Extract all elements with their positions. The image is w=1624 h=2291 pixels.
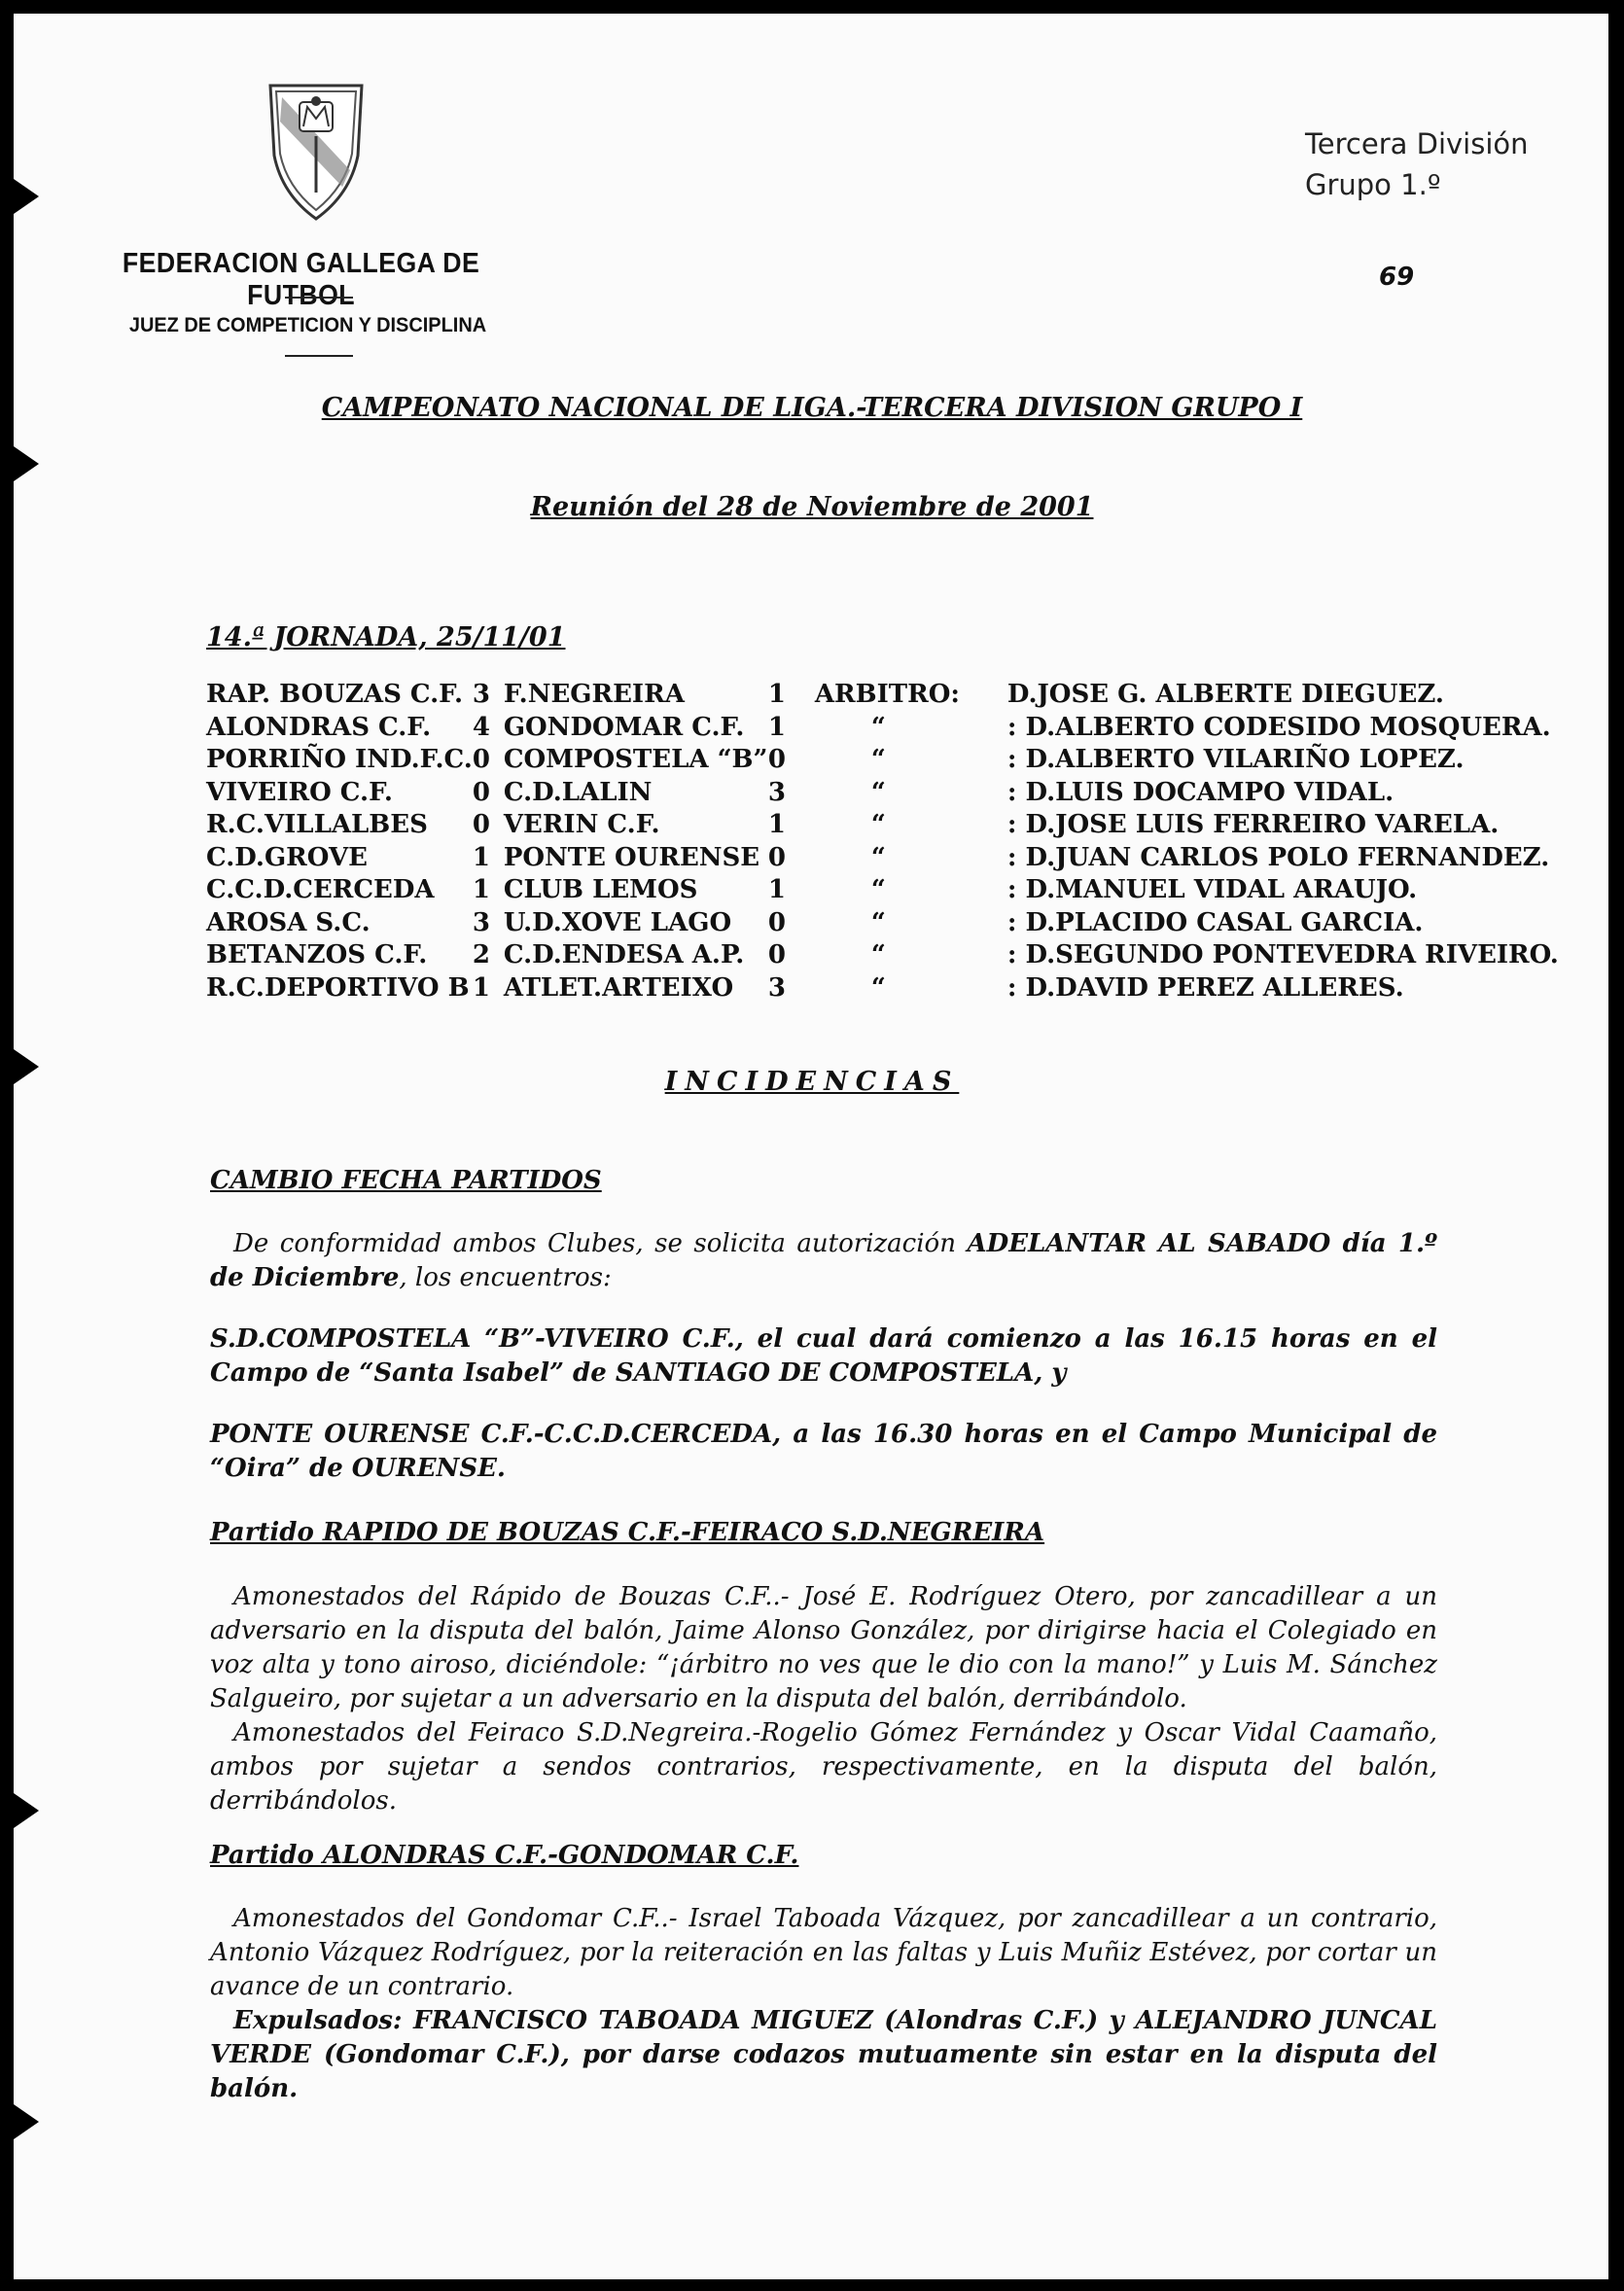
referee-name: : D.PLACIDO CASAL GARCIA.: [1006, 907, 1424, 937]
table-row: [206, 712, 1559, 745]
page-tear: [14, 2104, 39, 2139]
away-score: 1: [767, 875, 786, 905]
home-team: R.C.VILLALBES: [206, 810, 428, 840]
incidencias-heading: INCIDENCIAS: [664, 1067, 960, 1097]
partido-2-text: [210, 1902, 1437, 2106]
intro-text: De conformidad ambos Clubes, se solicita autorización: [233, 1229, 968, 1258]
paragraph: Amonestados del Rápido de Bouzas C.F..- José E. Rodríguez Otero, por zancadillear a un adversario en la disputa del balón, Jaime Alonso González, por dirigirse hacia el Colegiado en voz alta y tono airoso, diciéndole: “¡árbitro no ves que le dio con la mano!” y Luis M. Sánchez Salgueiro, por sujetar a un adversario en la disputa del balón, derribándolo.: [210, 1582, 1437, 1713]
jornada-heading: 14.ª JORNADA, 25/11/01: [206, 622, 566, 652]
table-row: [206, 809, 1559, 842]
referee-label: “: [870, 810, 886, 840]
referee-name: : D.JUAN CARLOS POLO FERNANDEZ.: [1006, 842, 1550, 872]
referee-label: “: [870, 777, 886, 807]
section-heading-partido-2: Partido ALONDRAS C.F.-GONDOMAR C.F.: [210, 1841, 799, 1870]
referee-label: “: [870, 712, 886, 742]
paragraph-expulsados: Expulsados: FRANCISCO TABOADA MIGUEZ (Alondras C.F.) y ALEJANDRO JUNCAL VERDE (Gondomar C.F.), por darse codazos mutuamente sin estar en la disputa del balón.: [210, 2006, 1437, 2103]
home-team: BETANZOS C.F.: [206, 940, 428, 970]
table-row: [206, 842, 1559, 875]
home-score: 1: [472, 842, 490, 872]
page-tear: [14, 446, 39, 481]
referee-label: “: [870, 972, 886, 1003]
table-row: [206, 939, 1559, 972]
away-score: 3: [767, 777, 786, 807]
home-team: VIVEIRO C.F.: [206, 777, 393, 807]
divider: [285, 355, 353, 357]
away-team: PONTE OURENSE: [503, 842, 760, 872]
away-team: C.D.LALIN: [503, 777, 653, 807]
home-score: 1: [472, 972, 490, 1003]
away-score: 1: [767, 810, 786, 840]
cambio-match-1: S.D.COMPOSTELA “B”-VIVEIRO C.F., el cual dará comienzo a las 16.15 horas en el Campo de “Santa Isabel” de SANTIAGO DE COMPOSTELA, y: [210, 1324, 1437, 1388]
judge-title: JUEZ DE COMPETICION Y DISCIPLINA: [128, 314, 487, 336]
referee-name: : D.SEGUNDO PONTEVEDRA RIVEIRO.: [1006, 940, 1559, 970]
home-score: 4: [472, 712, 490, 742]
away-team: VERIN C.F.: [503, 810, 660, 840]
table-row: [206, 777, 1559, 810]
referee-name: : D.LUIS DOCAMPO VIDAL.: [1006, 777, 1395, 807]
intro-emphasis: ADELANTAR AL SABADO día 1.º de Diciembre: [210, 1229, 1437, 1292]
referee-name: : D.DAVID PEREZ ALLERES.: [1006, 972, 1404, 1003]
partido-1-text: [210, 1580, 1437, 1818]
home-team: PORRIÑO IND.F.C.: [206, 745, 473, 775]
intro-text: , los encuentros:: [399, 1263, 612, 1292]
section-heading-cambio: CAMBIO FECHA PARTIDOS: [210, 1166, 602, 1195]
referee-name: : D.JOSE LUIS FERREIRO VARELA.: [1006, 810, 1500, 840]
paragraph: Amonestados del Gondomar C.F..- Israel Taboada Vázquez, por zancadillear a un contrario, Antonio Vázquez Rodríguez, por la reiteración en las faltas y Luis Muñiz Estévez, por cortar un avance de un contrario.: [210, 1904, 1437, 2001]
home-team: C.D.GROVE: [206, 842, 368, 872]
federation-name: FEDERACION GALLEGA DE FUTBOL: [122, 248, 480, 311]
championship-title: CAMPEONATO NACIONAL DE LIGA.-TERCERA DIVISION GRUPO I: [321, 393, 1303, 423]
group-line: Grupo 1.º: [1305, 168, 1441, 201]
referee-name: : D.ALBERTO VILARIÑO LOPEZ.: [1006, 745, 1465, 775]
section-heading-partido-1: Partido RAPIDO DE BOUZAS C.F.-FEIRACO S.D.NEGREIRA: [210, 1518, 1045, 1547]
page-tear: [14, 1793, 39, 1828]
referee-name: D.JOSE G. ALBERTE DIEGUEZ.: [1006, 680, 1444, 710]
away-score: 0: [767, 907, 786, 937]
home-score: 0: [472, 745, 490, 775]
referee-label: “: [870, 907, 886, 937]
referee-label: “: [870, 842, 886, 872]
table-row: [206, 907, 1559, 940]
cambio-match-2: PONTE OURENSE C.F.-C.C.D.CERCEDA, a las 16.30 horas en el Campo Municipal de “Oira” de OURENSE.: [210, 1420, 1437, 1483]
paragraph: Amonestados del Feiraco S.D.Negreira.-Rogelio Gómez Fernández y Oscar Vidal Caamaño, ambos por sujetar a sendos contrarios, respectivamente, en la disputa del balón, derribándolos.: [210, 1718, 1437, 1815]
away-score: 1: [767, 712, 786, 742]
referee-name: : D.MANUEL VIDAL ARAUJO.: [1006, 875, 1418, 905]
results-table: [206, 679, 1559, 1005]
referee-label: “: [870, 745, 886, 775]
away-team: CLUB LEMOS: [503, 875, 698, 905]
referee-label: “: [870, 875, 886, 905]
home-team: AROSA S.C.: [206, 907, 371, 937]
away-score: 1: [767, 680, 786, 710]
federation-crest-icon: [263, 78, 370, 224]
away-score: 0: [767, 842, 786, 872]
home-score: 0: [472, 777, 490, 807]
home-score: 2: [472, 940, 490, 970]
referee-label: “: [870, 940, 886, 970]
away-score: 0: [767, 940, 786, 970]
divider: [285, 297, 353, 299]
home-score: 1: [472, 875, 490, 905]
away-team: U.D.XOVE LAGO: [503, 907, 732, 937]
away-team: ATLET.ARTEIXO: [503, 972, 734, 1003]
referee-name: : D.ALBERTO CODESIDO MOSQUERA.: [1006, 712, 1551, 742]
table-row: [206, 744, 1559, 777]
division-label: [1305, 123, 1529, 205]
away-team: C.D.ENDESA A.P.: [503, 940, 745, 970]
away-score: 0: [767, 745, 786, 775]
home-score: 0: [472, 810, 490, 840]
home-team: RAP. BOUZAS C.F.: [206, 680, 464, 710]
table-row: [206, 972, 1559, 1005]
page-number: 69: [1379, 263, 1415, 292]
home-team: C.C.D.CERCEDA: [206, 875, 435, 905]
table-row: [206, 874, 1559, 907]
away-team: COMPOSTELA “B”: [503, 745, 768, 775]
page-tear: [14, 179, 39, 214]
cambio-intro: [210, 1227, 1437, 1295]
division-line: Tercera División: [1305, 127, 1529, 160]
table-row: [206, 679, 1559, 712]
away-team: GONDOMAR C.F.: [503, 712, 745, 742]
referee-label: ARBITRO:: [814, 680, 960, 710]
meeting-date: Reunión del 28 de Noviembre de 2001: [530, 492, 1094, 522]
home-score: 3: [472, 907, 490, 937]
home-score: 3: [472, 680, 490, 710]
away-team: F.NEGREIRA: [503, 680, 685, 710]
home-team: R.C.DEPORTIVO B: [206, 972, 470, 1003]
away-score: 3: [767, 972, 786, 1003]
home-team: ALONDRAS C.F.: [206, 712, 432, 742]
